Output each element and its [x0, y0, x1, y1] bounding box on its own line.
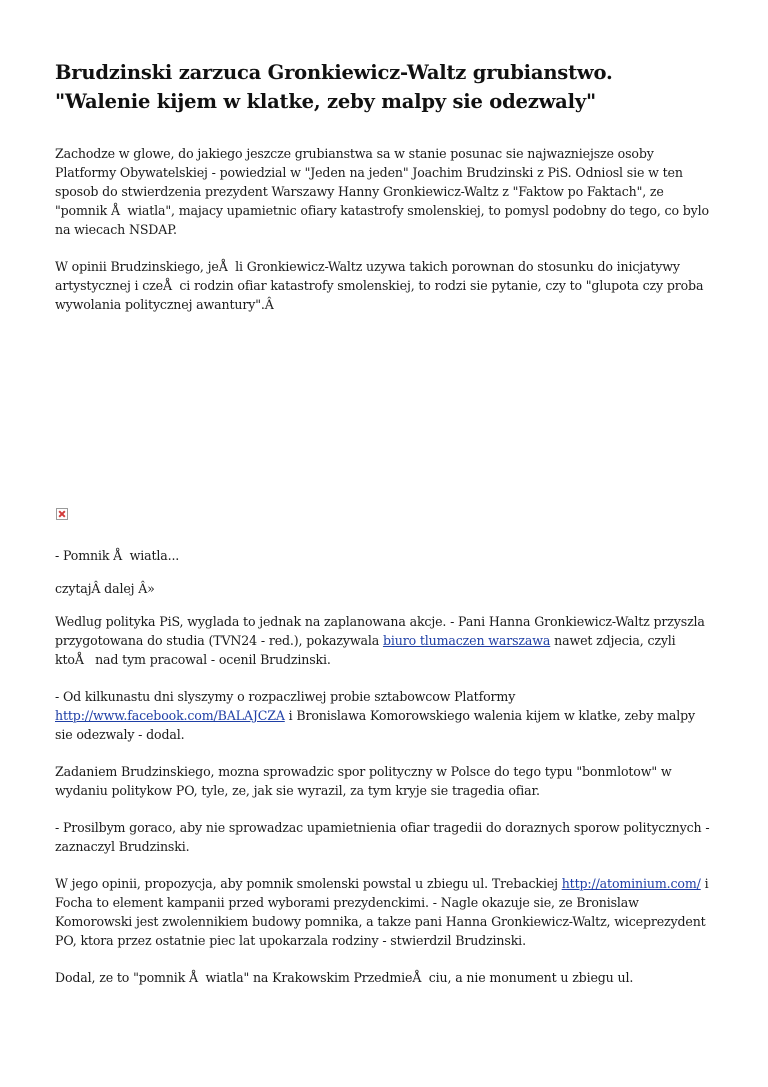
paragraph-3-text-b: nawet zdjecia, czyli ktoÅ nad tym pracowal - ocenil Brudzinski.	[55, 633, 676, 667]
paragraph-4	[55, 687, 710, 744]
article-title	[55, 58, 710, 116]
paragraph-3	[55, 612, 710, 669]
paragraph-5: Zadaniem Brudzinskiego, mozna sprowadzic spor polityczny w Polsce do tego typu "bonmlotow" w wydaniu politykow PO, tyle, ze, jak sie wyrazil, za tym kryje sie tragedia ofiar.	[55, 764, 672, 798]
read-more-text: czytajÂ dalej Â»	[55, 581, 155, 596]
paragraph-1: Zachodze w glowe, do jakiego jeszcze grubianstwa sa w stanie posunac sie najwazniejsze osoby Platformy Obywatelskiej - powiedzial w "Jeden na jeden" Joachim Brudzinski z PiS. Odniosl sie w ten sposob do stwierdzenia prezydent Warszawy Hanny Gronkiewicz-Waltz z "Faktow po Faktach", ze "pomnik Åwiatla", majacy upamietnic ofiary katastrofy smolenskiej, to pomysl podobny do tego, co bylo na wiecach NSDAP.	[55, 146, 709, 237]
paragraph-7	[55, 874, 710, 950]
title-line-2: "Walenie kijem w klatke, zeby malpy sie odezwaly"	[55, 90, 596, 113]
image-placeholder-area	[55, 332, 710, 508]
paragraph-2: W opinii Brudzinskiego, jeÅli Gronkiewicz-Waltz uzywa takich porownan do stosunku do inicjatywy artystycznej i czeÅci rodzin ofiar katastrofy smolenskiej, to rodzi sie pytanie, czy to "glupota czy proba wywolania politycznej awantury".Â	[55, 259, 704, 312]
facebook-link[interactable]: http://www.facebook.com/BALAJCZA	[55, 708, 285, 723]
paragraph-8: Dodal, ze to "pomnik Åwiatla" na Krakowskim PrzedmieÅciu, a nie monument u zbiegu ul.	[55, 970, 634, 985]
paragraph-4-text-b: i Bronislawa Komorowskiego walenia kijem w klatke, zeby malpy sie odezwaly - dodal.	[55, 708, 695, 742]
atominium-link[interactable]: http://atominium.com/	[561, 876, 701, 891]
paragraph-7-text-b: i Focha to element kampanii przed wyborami prezydenckimi. - Nagle okazuje sie, ze Bronislaw Komorowski jest zwolennikiem budowy pomnika, a takze pani Hanna Gronkiewicz-Waltz, wiceprezydent PO, ktora przez ostatnie piec lat upokarzala rodziny - stwierdzil Brudzinski.	[55, 876, 709, 948]
broken-image-icon	[56, 508, 68, 520]
paragraph-4-text-a: - Od kilkunastu dni slyszymy o rozpaczliwej probie sztabowcow Platformy	[55, 689, 516, 704]
image-caption: - Pomnik Åwiatla...	[55, 548, 180, 563]
title-line-1: Brudzinski zarzuca Gronkiewicz-Waltz grubianstwo.	[55, 61, 613, 84]
paragraph-7-text-a: W jego opinii, propozycja, aby pomnik smolenski powstal u zbiegu ul. Trebackiej	[55, 876, 562, 891]
paragraph-3-text-a: Wedlug polityka PiS, wyglada to jednak na zaplanowana akcje. - Pani Hanna Gronkiewicz-Waltz przyszla przygotowana do studia (TVN24 - red.), pokazywala	[55, 614, 705, 648]
paragraph-6: - Prosilbym goraco, aby nie sprowadzac upamietnienia ofiar tragedii do doraznych sporow politycznych - zaznaczyl Brudzinski.	[55, 820, 710, 854]
document-page	[55, 58, 710, 1005]
biuro-tlumaczen-link[interactable]: biuro tlumaczen warszawa	[382, 633, 551, 648]
